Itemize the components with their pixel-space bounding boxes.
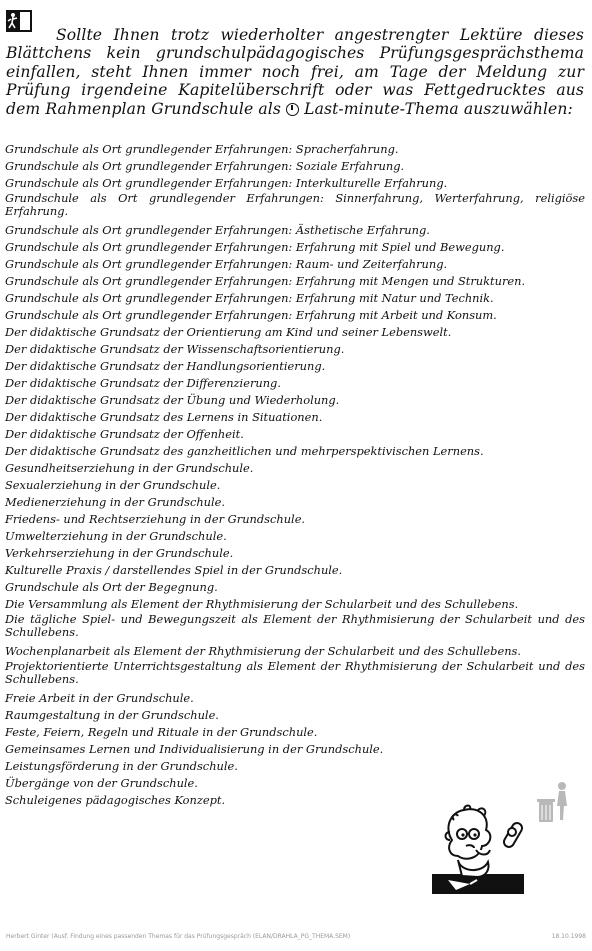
topic-item: Grundschule als Ort grundlegender Erfahrungen: Erfahrung mit Arbeit und Konsum. (5, 308, 497, 322)
topic-item: Der didaktische Grundsatz der Differenzierung. (5, 376, 281, 390)
topic-item: Grundschule als Ort grundlegender Erfahrungen: Erfahrung mit Natur und Technik. (5, 291, 494, 305)
topic-item: Leistungsförderung in der Grundschule. (5, 759, 238, 773)
topic-item: Gemeinsames Lernen und Individualisierung in der Grundschule. (5, 742, 384, 756)
topic-item: Der didaktische Grundsatz des ganzheitlichen und mehrperspektivischen Lernens. (5, 444, 484, 458)
intro-text-end: Last-minute-Thema auszuwählen: (304, 99, 573, 118)
topic-item: Raumgestaltung in der Grundschule. (5, 708, 219, 722)
topic-item: Grundschule als Ort grundlegender Erfahrungen: Spracherfahrung. (5, 142, 399, 156)
topic-item: Der didaktische Grundsatz des Lernens in Situationen. (5, 410, 323, 424)
topic-item: Grundschule als Ort grundlegender Erfahrungen: Erfahrung mit Mengen und Strukturen. (5, 274, 526, 288)
topic-item: Der didaktische Grundsatz der Übung und Wiederholung. (5, 393, 340, 407)
topic-item: Der didaktische Grundsatz der Orientierung am Kind und seiner Lebenswelt. (5, 325, 452, 339)
topic-item: Grundschule als Ort grundlegender Erfahrungen: Sinnerfahrung, Werterfahrung, religiöse Erfahrung. (5, 191, 585, 218)
topic-item: Die Versammlung als Element der Rhythmisierung der Schularbeit und des Schullebens. (5, 597, 519, 611)
topic-item: Umwelterziehung in der Grundschule. (5, 529, 227, 543)
intro-text: Sollte Ihnen trotz wiederholter angestrengter Lektüre dieses Blättchens kein grundschulpädagogisches Prüfungsgesprächsthema einfallen, steht Ihnen immer noch frei, am Tage der Meldung zur Prüfung irgendeine Kapitelüberschrift oder was Fettgedrucktes aus dem Rahmenplan Grundschule als (6, 25, 584, 118)
topic-item: Schuleigenes pädagogisches Konzept. (5, 793, 226, 807)
topic-item: Der didaktische Grundsatz der Handlungsorientierung. (5, 359, 326, 373)
intro-paragraph (6, 26, 584, 119)
topic-item: Freie Arbeit in der Grundschule. (5, 691, 194, 705)
thinking-girl-illustration (430, 800, 530, 896)
topic-list (5, 141, 585, 809)
topic-item: Grundschule als Ort grundlegender Erfahrungen: Soziale Erfahrung. (5, 159, 405, 173)
topic-item: Projektorientierte Unterrichtsgestaltung als Element der Rhythmisierung der Schularbeit und des Schullebens. (5, 659, 585, 686)
topic-item: Grundschule als Ort der Begegnung. (5, 580, 218, 594)
topic-item: Wochenplanarbeit als Element der Rhythmisierung der Schularbeit und des Schullebens. (5, 644, 521, 658)
clock-icon (286, 103, 299, 116)
topic-item: Der didaktische Grundsatz der Wissenschaftsorientierung. (5, 342, 345, 356)
page-footer (6, 933, 586, 940)
topic-item: Grundschule als Ort grundlegender Erfahrungen: Raum- und Zeiterfahrung. (5, 257, 448, 271)
topic-item: Sexualerziehung in der Grundschule. (5, 478, 221, 492)
topic-item: Grundschule als Ort grundlegender Erfahrungen: Interkulturelle Erfahrung. (5, 176, 448, 190)
topic-item: Grundschule als Ort grundlegender Erfahrungen: Ästhetische Erfahrung. (5, 223, 430, 237)
topic-item: Kulturelle Praxis / darstellendes Spiel in der Grundschule. (5, 563, 343, 577)
topic-item: Feste, Feiern, Regeln und Rituale in der Grundschule. (5, 725, 318, 739)
footer-date: 18.10.1998 (551, 933, 586, 940)
topic-item: Der didaktische Grundsatz der Offenheit. (5, 427, 244, 441)
topic-item: Gesundheitserziehung in der Grundschule. (5, 461, 254, 475)
topic-item: Übergänge von der Grundschule. (5, 776, 198, 790)
topic-item: Verkehrserziehung in der Grundschule. (5, 546, 234, 560)
topic-item: Grundschule als Ort grundlegender Erfahrungen: Erfahrung mit Spiel und Bewegung. (5, 240, 505, 254)
trash-can-icon[interactable] (535, 780, 573, 828)
footer-source: Herbert Ginter (Ausf. Findung eines passenden Themas für das Prüfungsgespräch (ELAN/DRAHLA_PG_THEMA.SEM) (6, 933, 351, 940)
topic-item: Die tägliche Spiel- und Bewegungszeit als Element der Rhythmisierung der Schularbeit und des Schullebens. (5, 612, 585, 639)
topic-item: Medienerziehung in der Grundschule. (5, 495, 226, 509)
topic-item: Friedens- und Rechtserziehung in der Grundschule. (5, 512, 306, 526)
